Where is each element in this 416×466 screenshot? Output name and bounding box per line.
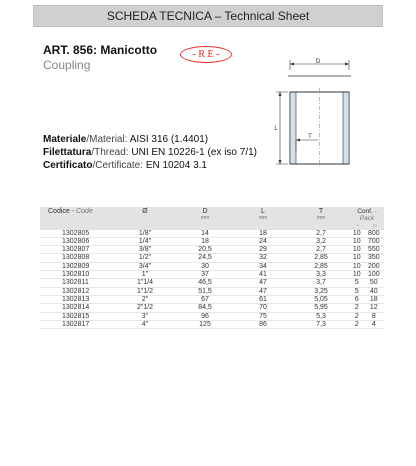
table-cell: 2"1/2 [136, 304, 154, 312]
box-large-icon: ▭ [372, 222, 378, 229]
table-cell: 5 [354, 287, 359, 295]
table-row [40, 304, 384, 312]
table-cell: 10 [352, 262, 361, 270]
table-cell: 1302805 [62, 229, 90, 237]
table-cell: 10 [352, 237, 361, 245]
table-cell: 7,3 [316, 320, 326, 328]
table-cell: 84,5 [198, 304, 212, 312]
table-cell: 3/4" [138, 262, 152, 270]
table-cell: 10 [352, 246, 361, 254]
table-row [40, 279, 384, 287]
article-name: Manicotto [100, 43, 158, 57]
table-cell: 12 [369, 304, 378, 312]
col-t: T mm [292, 207, 350, 230]
dim-l-label: L [274, 126, 278, 132]
table-cell: 1" [141, 271, 149, 279]
table-cell: 75 [259, 312, 267, 320]
dim-d-arrow-right [345, 63, 349, 66]
table-cell: 2,85 [314, 262, 328, 270]
dim-l-arrow-top [279, 92, 282, 96]
article-subtitle: Coupling [43, 58, 91, 72]
table-cell: 700 [367, 237, 380, 245]
page-title: SCHEDA TECNICA – Technical Sheet [106, 9, 310, 23]
spec-sep: /Certificate: [92, 160, 146, 171]
table-cell: 96 [201, 312, 209, 320]
table-cell: 1/4" [138, 237, 152, 245]
col-l: L mm [234, 207, 292, 230]
table-cell: 3,7 [316, 279, 326, 287]
table-cell: 20,5 [198, 246, 212, 254]
table-cell: 1302807 [62, 246, 90, 254]
table-cell: 125 [199, 320, 211, 328]
coupling-wall-left [290, 92, 296, 164]
table-cell: 2 [354, 320, 359, 328]
table-cell: 1302810 [62, 271, 90, 279]
table-cell: 100 [367, 271, 380, 279]
table-row [40, 295, 384, 303]
table-cell: 51,5 [198, 287, 212, 295]
spec-row-certificate [43, 159, 257, 172]
dim-t-label: T [308, 134, 312, 140]
table-cell: 30 [201, 262, 209, 270]
table-row [40, 287, 384, 295]
spec-key: Materiale [43, 134, 87, 145]
table-cell: 50 [369, 279, 378, 287]
table-cell: 200 [367, 262, 380, 270]
table-cell: 1/8" [138, 229, 152, 237]
spec-sep: /Thread: [91, 147, 132, 158]
table-cell: 24 [259, 237, 267, 245]
table-cell: 350 [367, 254, 380, 262]
table-cell: 2,7 [316, 246, 326, 254]
spec-list [43, 133, 257, 172]
table-cell: 29 [259, 246, 267, 254]
table-cell: 37 [201, 271, 209, 279]
table-cell: 5,05 [314, 295, 328, 303]
table-cell: 1302817 [62, 320, 90, 328]
table-cell: 10 [352, 229, 361, 237]
dim-l-arrow-bottom [279, 160, 282, 164]
table-cell: 5,95 [314, 304, 328, 312]
table-cell: 1302806 [62, 237, 90, 245]
table-cell: 1302813 [62, 295, 90, 303]
table-row [40, 320, 384, 328]
spec-sep: /Material: [86, 134, 130, 145]
table-cell: 3,2 [316, 237, 326, 245]
table-cell: 41 [259, 271, 267, 279]
table-cell: 8 [371, 312, 376, 320]
table-row [40, 262, 384, 270]
table-cell: 46,5 [198, 279, 212, 287]
table-cell: 18 [369, 295, 378, 303]
table-cell: 4 [371, 320, 376, 328]
table-cell: 1302812 [62, 287, 90, 295]
table-cell: 2" [141, 295, 149, 303]
table-cell: 2 [354, 304, 359, 312]
spec-row-material [43, 133, 257, 146]
dim-d-label: D [315, 59, 321, 65]
spec-row-thread [43, 146, 257, 159]
table-cell: 1302815 [62, 312, 90, 320]
table-cell: 2,7 [316, 229, 326, 237]
article-code: ART. 856: [43, 43, 98, 57]
spec-value: AISI 316 (1.4401) [129, 134, 209, 145]
table-cell: 10 [352, 271, 361, 279]
table-cell: 70 [259, 304, 267, 312]
table-row [40, 254, 384, 262]
table-cell: 1"1/2 [136, 287, 154, 295]
table-cell: 1302808 [62, 254, 90, 262]
table-cell: 86 [259, 320, 267, 328]
table-cell: 40 [369, 287, 378, 295]
spec-value: UNI EN 10226-1 (ex iso 7/1) [131, 147, 257, 158]
table-cell: 2,85 [314, 254, 328, 262]
table-cell: 550 [367, 246, 380, 254]
table-cell: 800 [367, 229, 380, 237]
table-cell: 1302809 [62, 262, 90, 270]
table-row [40, 246, 384, 254]
table-row [40, 271, 384, 279]
table-row [40, 230, 384, 238]
table-cell: 10 [352, 254, 361, 262]
table-row [40, 237, 384, 245]
table-cell: 3,25 [314, 287, 328, 295]
table-cell: 5 [354, 279, 359, 287]
conf-sub-icons [350, 223, 384, 229]
table-cell: 1"1/4 [136, 279, 154, 287]
table-cell: 61 [259, 295, 267, 303]
spec-key: Filettatura [43, 147, 92, 158]
coupling-drawing [266, 56, 366, 172]
re-badge-text: - R E - [192, 49, 220, 60]
table-cell: 47 [259, 279, 267, 287]
col-dn: Ø [114, 207, 176, 230]
table-cell: 14 [201, 229, 209, 237]
col-d: D mm [176, 207, 234, 230]
table-cell: 18 [201, 237, 209, 245]
table-cell: 1/2" [138, 254, 152, 262]
table-cell: 1302811 [62, 279, 89, 287]
table-cell: 3/8" [138, 246, 152, 254]
table-cell: 18 [259, 229, 267, 237]
table-cell: 1302814 [62, 304, 90, 312]
re-badge [180, 46, 232, 63]
header-bar [33, 5, 383, 27]
table-cell: 47 [259, 287, 267, 295]
table-cell: 4" [141, 320, 149, 328]
table-cell: 32 [259, 254, 267, 262]
spec-value: EN 10204 3.1 [145, 160, 207, 171]
table-row [40, 312, 384, 320]
table-cell: 6 [354, 295, 359, 303]
coupling-wall-right [343, 92, 349, 164]
spec-key: Certificato [43, 160, 93, 171]
article-title [43, 43, 157, 57]
col-code: Codice - Code [40, 207, 114, 230]
table-cell: 34 [259, 262, 267, 270]
col-conf: Conf. - Pack ▫ ▭ [350, 207, 384, 230]
table-header-row [40, 207, 384, 230]
dim-d-arrow-left [290, 63, 294, 66]
table-cell: 2 [354, 312, 359, 320]
dimensions-table [40, 207, 384, 329]
table-cell: 5,3 [316, 312, 326, 320]
table-cell: 24,5 [198, 254, 212, 262]
box-small-icon: ▫ [356, 222, 359, 229]
table-cell: 67 [201, 295, 209, 303]
table-cell: 3" [141, 312, 149, 320]
table-cell: 3,3 [316, 271, 326, 279]
